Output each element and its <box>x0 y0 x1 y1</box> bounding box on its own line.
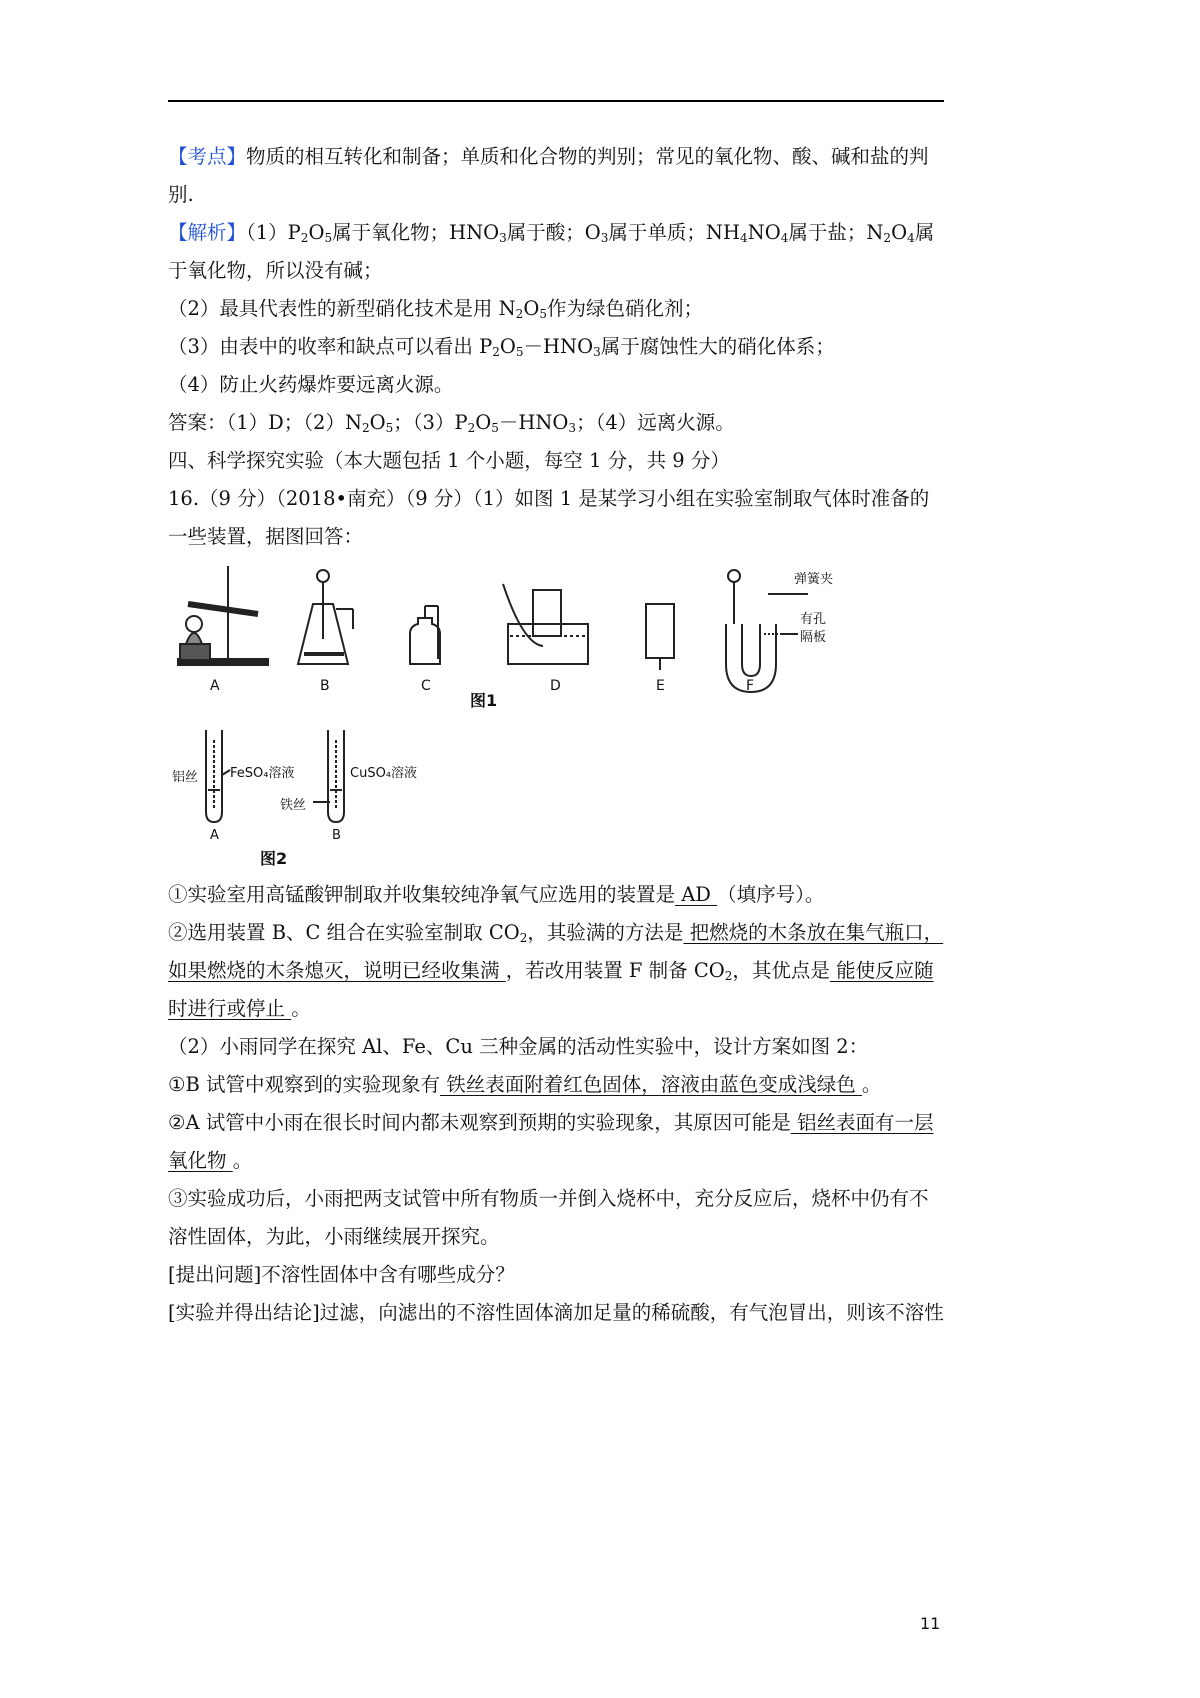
apparatus-f <box>726 570 808 692</box>
apparatus-b <box>298 570 353 664</box>
question-2-2: ②A 试管中小雨在很长时间内都未观察到预期的实验现象，其原因可能是 铝丝表面有一层氧化物 。 <box>168 1111 934 1172</box>
answer-line: 答案：（1）D；$(2)N_2O_5$；$(3)P_2O_5-HNO_3$；（4）远离火源。 <box>168 411 735 435</box>
spring-clip-label: 弹簧夹 <box>794 572 834 587</box>
answer-blank: 把燃烧的木条放在集气瓶口，如果燃烧的木条熄灭，说明已经收集满 <box>168 921 944 982</box>
jiexi-tag: 【解析】 <box>168 221 247 244</box>
answer-blank: 能使反应随时进行或停止 <box>168 959 934 1020</box>
figure-1-caption: 图1 <box>470 691 498 710</box>
plate-label-1: 有孔 <box>800 612 827 627</box>
feso4-label: FeSO₄溶液 <box>230 766 295 781</box>
figure-2-caption: 图2 <box>260 849 288 868</box>
analysis-item-3: （3）由表中的收率和缺点可以看出 $P_2O_5-HNO_3$属于腐蚀性大的硝化体系； <box>168 335 835 359</box>
question-1-1: ①实验室用高锰酸钾制取并收集较纯净氧气应选用的装置是 AD （填序号）。 <box>168 883 825 906</box>
raise-question: [提出问题]不溶性固体中含有哪些成分？ <box>168 1263 515 1286</box>
figure-1-drawing <box>168 564 944 724</box>
question-2-3: ③实验成功后，小雨把两支试管中所有物质一并倒入烧杯中，充分反应后，烧杯中仍有不溶性固体，为此，小雨继续展开探究。 <box>168 1187 929 1248</box>
test-tube-a <box>206 730 230 822</box>
figure-2-test-tubes <box>168 730 468 868</box>
label-c: C <box>421 678 431 694</box>
test-tube-b <box>313 730 344 822</box>
apparatus-c <box>410 606 440 664</box>
al-wire-label: 铝丝 <box>172 770 199 785</box>
section-heading: 四、科学探究实验（本大题包括 1 个小题，每空 1 分，共 9 分） <box>168 449 730 472</box>
label-e: E <box>656 678 665 694</box>
tube-label-a: A <box>210 828 219 843</box>
jiexi-paragraph: 【解析】$(1)P_2O_5$属于氧化物；$HNO_3$属于酸；$O_3$属于单质；$NH_4NO_4$属于盐；$N_2O_4$属于氧化物，所以没有碱； <box>168 221 935 282</box>
plate-label-2: 隔板 <box>800 630 827 645</box>
apparatus-d <box>503 584 588 664</box>
figure-1-apparatus <box>168 564 944 724</box>
kaodian-tag: 【考点】 <box>168 145 247 168</box>
label-b: B <box>320 678 330 694</box>
question-2-1: ①B 试管中观察到的实验现象有 铁丝表面附着红色固体，溶液由蓝色变成浅绿色 。 <box>168 1073 882 1096</box>
question-2-stem: （2）小雨同学在探究 Al、Fe、Cu 三种金属的活动性实验中，设计方案如图 2： <box>168 1035 869 1058</box>
figure-2-drawing <box>168 730 468 868</box>
question-16-stem: 16.（9 分）（2018•南充）（9 分）（1）如图 1 是某学习小组在实验室制取气体时准备的一些装置，据图回答： <box>168 487 930 548</box>
header-rule <box>168 100 944 102</box>
analysis-item-2: （2）最具代表性的新型硝化技术是用 $N_2O_5$作为绿色硝化剂； <box>168 297 703 321</box>
apparatus-e <box>646 604 674 670</box>
page-content <box>168 138 944 1332</box>
answer-blank: 铁丝表面附着红色固体，溶液由蓝色变成浅绿色 <box>440 1073 862 1096</box>
experiment-conclusion: [实验并得出结论]过滤，向滤出的不溶性固体滴加足量的稀硫酸，有气泡冒出，则该不溶性 <box>168 1301 944 1324</box>
label-f: F <box>746 678 755 694</box>
apparatus-a <box>178 566 268 665</box>
cuso4-label: CuSO₄溶液 <box>350 766 418 781</box>
question-1-2: ②选用装置 B、C 组合在实验室制取 $CO_2$，其验满的方法是 把燃烧的木条放在集气瓶口，如果燃烧的木条熄灭，说明已经收集满 ，若改用装置 F 制备 $CO_2$，其优点是 能使反应随时进行或停止 。 <box>168 921 944 1020</box>
label-d: D <box>550 678 561 694</box>
tube-label-b: B <box>332 828 341 843</box>
analysis-item-4: （4）防止火药爆炸要远离火源。 <box>168 373 454 396</box>
page-number: 11 <box>920 1614 941 1633</box>
answer-blank: AD <box>675 883 718 906</box>
answer-blank: 铝丝表面有一层氧化物 <box>168 1111 934 1172</box>
label-a: A <box>210 678 220 694</box>
fe-wire-label: 铁丝 <box>280 798 307 813</box>
kaodian-paragraph: 【考点】物质的相互转化和制备；单质和化合物的判别；常见的氧化物、酸、碱和盐的判别. <box>168 145 929 206</box>
